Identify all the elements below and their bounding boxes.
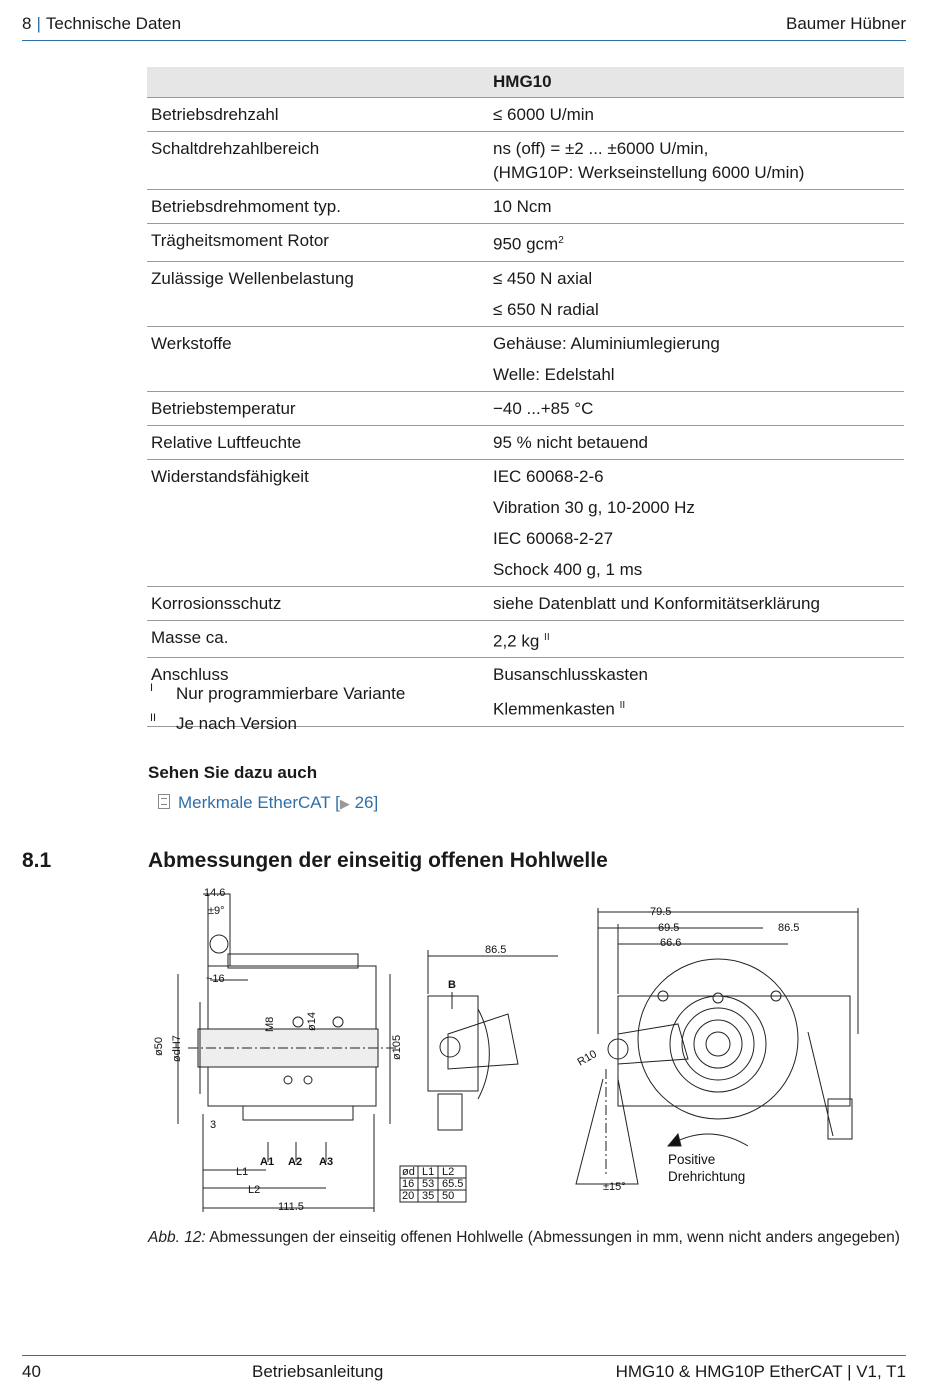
row-value: Gehäuse: Aluminiumlegierung xyxy=(493,333,720,353)
dim-label: ±9° xyxy=(208,905,225,917)
row-label: Korrosionsschutz xyxy=(151,593,282,613)
row-label: Trägheitsmoment Rotor xyxy=(151,231,329,250)
dim-label: 66.6 xyxy=(660,937,682,949)
table-row xyxy=(147,98,904,132)
chapter-title: Technische Daten xyxy=(45,14,182,33)
dim-label: M8 xyxy=(264,1016,276,1032)
table-row-continued xyxy=(147,295,904,327)
see-also-link[interactable] xyxy=(158,793,378,813)
table-row-continued xyxy=(147,524,904,555)
table-row xyxy=(147,326,904,360)
see-also-heading: Sehen Sie dazu auch xyxy=(148,763,318,782)
footnote-text: Je nach Version xyxy=(176,714,297,733)
row-value: ≤ 450 N axial xyxy=(493,268,593,288)
column-header: HMG10 xyxy=(489,67,904,98)
caption-text: Abmessungen der einseitig offenen Hohlwelle (Abmessungen in mm, wenn nicht anders angegeben) xyxy=(209,1229,900,1246)
link-page[interactable]: 26] xyxy=(354,793,379,812)
footer-doc-type: Betriebsanleitung xyxy=(252,1362,384,1381)
table-row xyxy=(147,620,904,658)
cable-gland xyxy=(438,1094,462,1130)
table-row xyxy=(147,132,904,190)
table-row-continued xyxy=(147,493,904,524)
view-label: B xyxy=(448,979,456,991)
row-label: Widerstandsfähigkeit xyxy=(151,466,309,486)
row-value: siehe Datenblatt und Konformitätserklärung xyxy=(493,593,820,613)
row-label: Werkstoffe xyxy=(151,333,232,353)
figure-caption xyxy=(148,1227,906,1249)
row-value: Klemmenkasten $^{II}$ xyxy=(493,699,626,719)
footer-product: HMG10 & HMG10P EtherCAT | V1, T1 xyxy=(615,1362,906,1381)
chapter-number: 8 xyxy=(22,14,32,33)
section-title: Abmessungen der einseitig offenen Hohlwelle xyxy=(148,849,608,872)
row-value: ns (off) = ±2 ... ±6000 U/min, (HMG10P: Werkseinstellung 6000 U/min) xyxy=(493,139,805,182)
table-row xyxy=(147,586,904,620)
row-value: 2,2 kg $^{II}$ xyxy=(493,631,550,651)
dim-label: ø105 xyxy=(391,1034,403,1060)
row-label: Betriebstemperatur xyxy=(151,398,296,418)
footnote-marker: II xyxy=(150,712,157,724)
page-header xyxy=(22,10,906,41)
row-label: Relative Luftfeuchte xyxy=(151,432,302,452)
row-label: Zulässige Wellenbelastung xyxy=(151,268,354,288)
footnote-text: Nur programmierbare Variante xyxy=(176,684,406,703)
dim-label: ø14 xyxy=(306,1012,318,1031)
table-cell: 35 xyxy=(422,1190,435,1202)
table-row xyxy=(147,459,904,493)
link-text[interactable]: Merkmale EtherCAT [ xyxy=(178,793,340,812)
row-value: ≤ 6000 U/min xyxy=(493,105,594,124)
table-cell: 65.5 xyxy=(442,1178,464,1190)
spec-table xyxy=(147,67,904,727)
row-label: Masse ca. xyxy=(151,627,229,647)
dim-label: R10 xyxy=(575,1048,599,1069)
row-label: Betriebsdrehzahl xyxy=(151,105,279,124)
dim-label: 86.5 xyxy=(778,922,800,934)
table-row xyxy=(147,391,904,425)
table-row-continued xyxy=(147,360,904,392)
dim-label: 79.5 xyxy=(650,906,672,918)
footnote-marker: I xyxy=(150,682,154,694)
dim-label: L2 xyxy=(248,1184,261,1196)
row-value: 10 Ncm xyxy=(493,197,552,216)
table-cell: 16 xyxy=(402,1178,415,1190)
row-value: Welle: Edelstahl xyxy=(493,364,615,384)
header-chapter: 8 | Technische Daten xyxy=(22,14,182,33)
row-value: 950 gcm$^2$ xyxy=(493,234,564,254)
front-flange xyxy=(638,959,798,1119)
table-header: ød xyxy=(402,1166,415,1178)
row-label: Schaltdrehzahlbereich xyxy=(151,139,320,158)
middle-housing xyxy=(428,996,478,1091)
row-label: Betriebsdrehmoment typ. xyxy=(151,197,341,216)
row-value: Busanschlusskasten xyxy=(493,665,648,685)
dim-label: 111.5 xyxy=(278,1201,304,1213)
row-value: IEC 60068-2-6 xyxy=(493,466,604,486)
page-footer xyxy=(22,1355,906,1386)
dim-label: ±15° xyxy=(603,1181,626,1193)
dim-label: ødH7 xyxy=(171,1035,183,1062)
row-value: Vibration 30 g, 10-2000 Hz xyxy=(493,497,695,517)
dim-label: ~16 xyxy=(206,973,225,985)
callout-label: A2 xyxy=(288,1156,303,1168)
row-value: ≤ 650 N radial xyxy=(493,299,599,319)
row-value: Schock 400 g, 1 ms xyxy=(493,559,643,579)
table-cell: 50 xyxy=(442,1190,455,1202)
table-cell: 53 xyxy=(422,1178,435,1190)
page-number: 40 xyxy=(22,1362,41,1381)
row-label: Anschluss xyxy=(151,665,229,685)
dim-label: 86.5 xyxy=(485,944,507,956)
callout-label: A1 xyxy=(260,1156,275,1168)
table-row xyxy=(147,425,904,459)
rotation-label: Drehrichtung xyxy=(668,1169,746,1184)
table-header: L2 xyxy=(442,1166,455,1178)
row-value: 95 % nicht betauend xyxy=(493,432,649,452)
table-header-row xyxy=(147,67,904,98)
section-number: 8.1 xyxy=(22,849,52,872)
dim-label: 14.6 xyxy=(204,887,226,899)
row-value: −40 ...+85 °C xyxy=(493,398,594,418)
table-row-continued xyxy=(147,555,904,587)
dimension-drawing xyxy=(148,884,868,1214)
table-cell: 20 xyxy=(402,1190,415,1202)
table-row xyxy=(147,224,904,262)
rotation-label: Positive xyxy=(668,1152,716,1167)
table-row xyxy=(147,261,904,295)
dim-label: 69.5 xyxy=(658,922,680,934)
row-value: IEC 60068-2-27 xyxy=(493,528,614,548)
callout-label: A3 xyxy=(319,1156,334,1168)
dim-label: 3 xyxy=(210,1119,217,1131)
dim-label: L1 xyxy=(236,1166,249,1178)
table-row xyxy=(147,190,904,224)
caption-label: Abb. 12: xyxy=(148,1229,206,1246)
brand-name: Baumer Hübner xyxy=(785,14,906,33)
triangle-right-icon: ▶ xyxy=(339,796,350,811)
table-header: L1 xyxy=(422,1166,435,1178)
document-icon xyxy=(158,794,170,809)
dim-label: ø50 xyxy=(153,1037,165,1056)
